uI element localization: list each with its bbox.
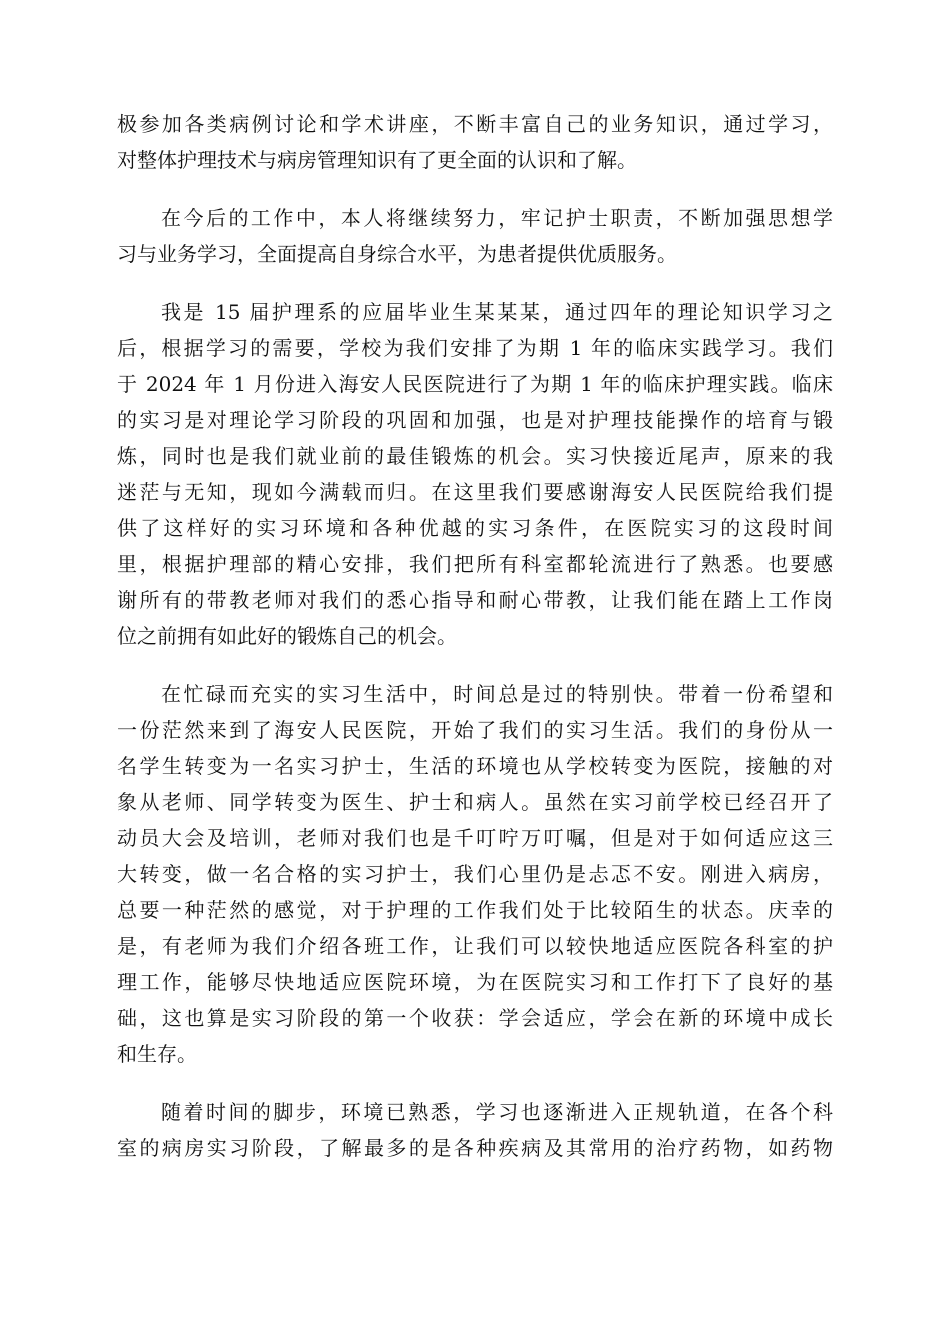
paragraph-5 [117,1094,833,1166]
text-line: 室的病房实习阶段，了解最多的是各种疾病及其常用的治疗药物，如药物 [117,1136,833,1160]
text-line: 迷茫与无知，现如今满载而归。在这里我们要感谢海安人民医院给我们提 [117,480,833,504]
text-line: 随着时间的脚步，环境已熟悉，学习也逐渐进入正规轨道，在各个科 [161,1100,833,1124]
text-line: 名学生转变为一名实习护士，生活的环境也从学校转变为医院，接触的对 [117,754,833,778]
text-line: 理工作，能够尽快地适应医院环境，为在医院实习和工作打下了良好的基 [117,970,833,994]
paragraph-4 [117,676,833,1072]
text-line: 在忙碌而充实的实习生活中，时间总是过的特别快。带着一份希望和 [161,682,833,706]
text-line: 和生存。 [117,1042,197,1066]
text-line: 在今后的工作中，本人将继续努力，牢记护士职责，不断加强思想学 [161,206,833,230]
text-line: 位之前拥有如此好的锻炼自己的机会。 [117,624,457,648]
text-line: 炼，同时也是我们就业前的最佳锻炼的机会。实习快接近尾声，原来的我 [117,444,833,468]
text-line: 象从老师、同学转变为医生、护士和病人。虽然在实习前学校已经召开了 [117,790,833,814]
text-line: 大转变，做一名合格的实习护士，我们心里仍是忐忑不安。刚进入病房， [117,862,833,886]
text-line: 一份茫然来到了海安人民医院，开始了我们的实习生活。我们的身份从一 [117,718,833,742]
text-line: 的实习是对理论学习阶段的巩固和加强，也是对护理技能操作的培育与锻 [117,408,833,432]
text-line: 供了这样好的实习环境和各种优越的实习条件，在医院实习的这段时间 [117,516,833,540]
text-line: 习与业务学习，全面提高自身综合水平，为患者提供优质服务。 [117,242,677,266]
text-line: 极参加各类病例讨论和学术讲座，不断丰富自己的业务知识，通过学习， [117,112,833,136]
text-line: 对整体护理技术与病房管理知识有了更全面的认识和了解。 [117,148,637,172]
text-line: 后，根据学习的需要，学校为我们安排了为期 1 年的临床实践学习。我们 [117,336,833,360]
text-line: 谢所有的带教老师对我们的悉心指导和耐心带教，让我们能在踏上工作岗 [117,588,833,612]
document-body [117,106,833,1188]
text-line: 础，这也算是实习阶段的第一个收获：学会适应，学会在新的环境中成长 [117,1006,833,1030]
text-line: 总要一种茫然的感觉，对于护理的工作我们处于比较陌生的状态。庆幸的 [117,898,833,922]
text-line: 是，有老师为我们介绍各班工作，让我们可以较快地适应医院各科室的护 [117,934,833,958]
paragraph-1 [117,106,833,178]
text-line: 里，根据护理部的精心安排，我们把所有科室都轮流进行了熟悉。也要感 [117,552,833,576]
text-line: 我是 15 届护理系的应届毕业生某某某，通过四年的理论知识学习之 [161,300,833,324]
paragraph-2 [117,200,833,272]
text-line: 于 2024 年 1 月份进入海安人民医院进行了为期 1 年的临床护理实践。临床 [117,372,833,396]
text-line: 动员大会及培训，老师对我们也是千叮咛万叮嘱，但是对于如何适应这三 [117,826,833,850]
paragraph-3 [117,294,833,654]
